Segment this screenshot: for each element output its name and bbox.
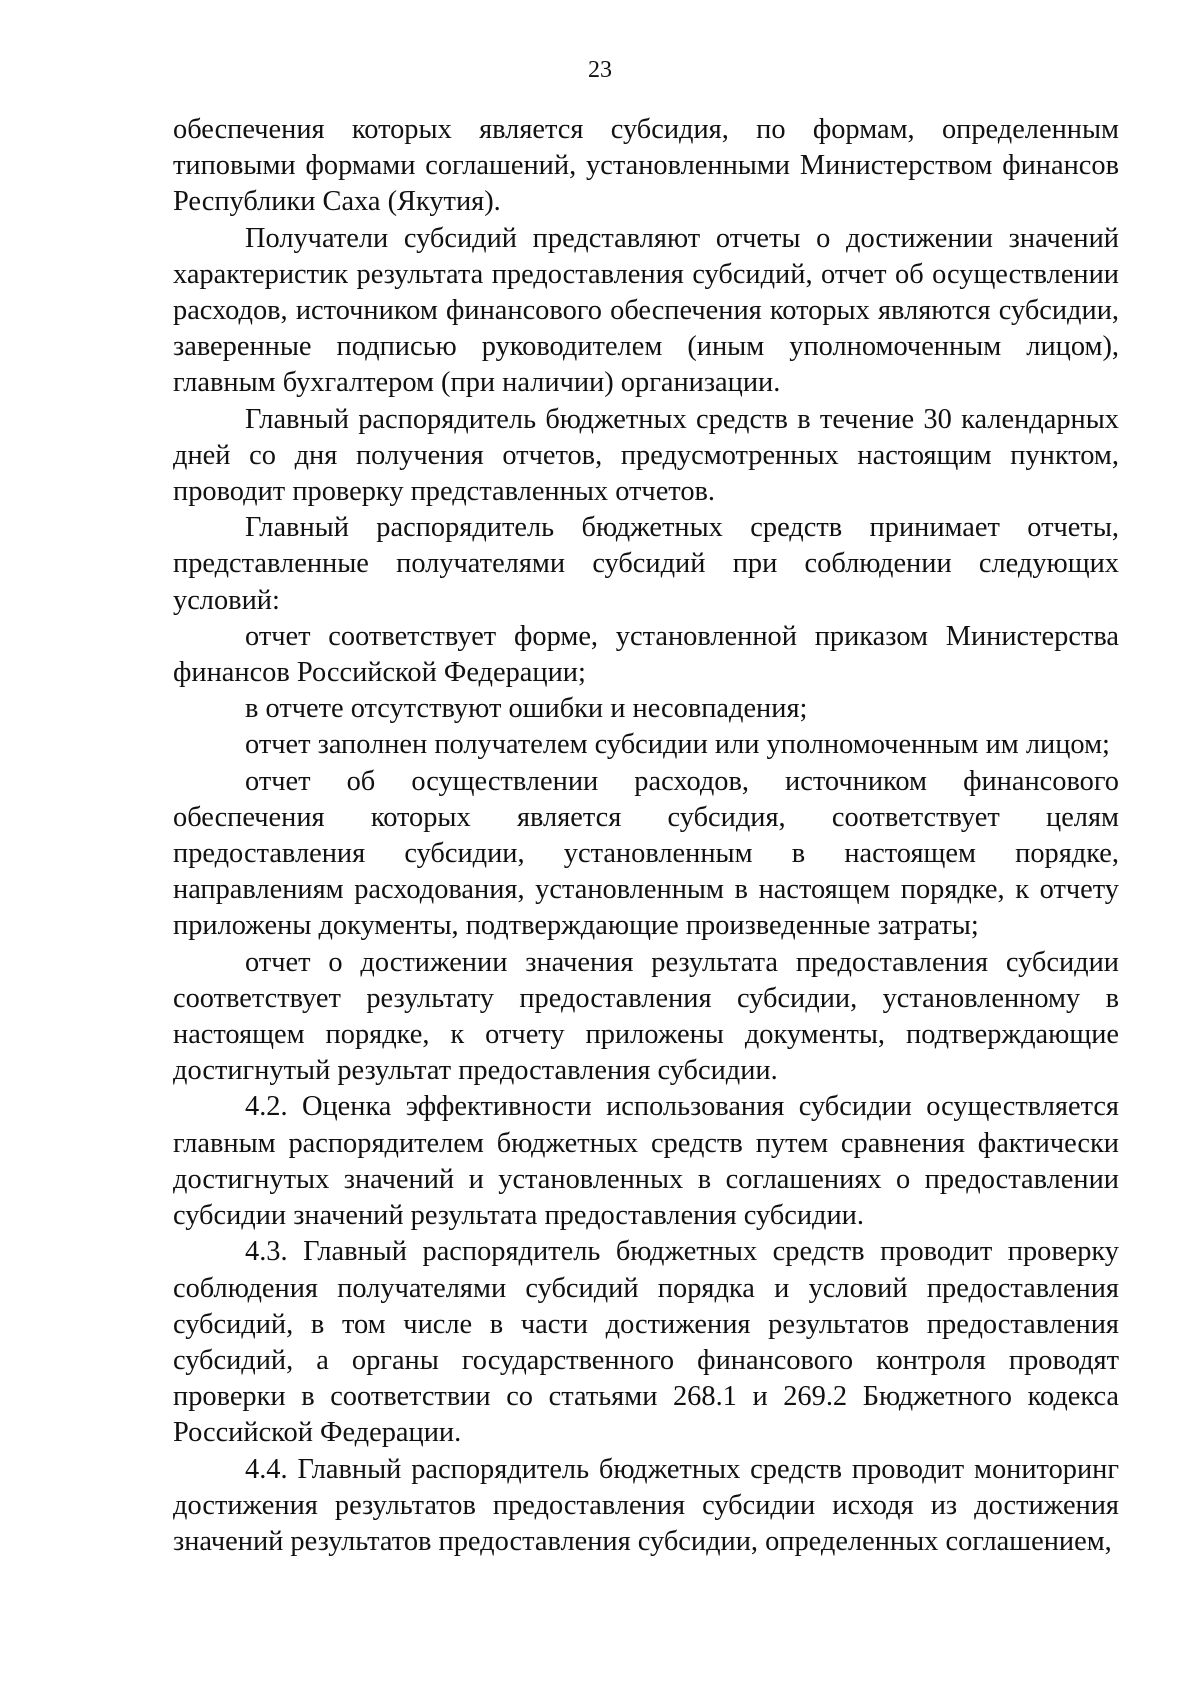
section-4-3: 4.3. Главный распорядитель бюджетных средств проводит проверку соблюдения получателями субсидий порядка и условий предоставления субсидий, в том числе в части достижения результатов предоставления субсидий, а органы государственного финансового контроля проводят проверки в соответствии со статьями 268.1 и 269.2 Бюджетного кодекса Российской Федерации. xyxy=(173,1236,1119,1449)
condition-form: отчет соответствует форме, установленной приказом Министерства финансов Российской Федерации; xyxy=(173,620,1119,689)
document-body xyxy=(173,112,1119,1560)
section-4-4: 4.4. Главный распорядитель бюджетных средств проводит мониторинг достижения результатов предоставления субсидии исходя из достижения значений результатов предоставления субсидии, определенных соглашением, xyxy=(173,1453,1119,1557)
section-4-2: 4.2. Оценка эффективности использования субсидии осуществляется главным распорядителем бюджетных средств путем сравнения фактически достигнутых значений и установленных в соглашениях о предоставлении субсидии значений результата предоставления субсидии. xyxy=(173,1091,1119,1232)
page-number: 23 xyxy=(588,57,612,83)
paragraph-recipients-reports: Получатели субсидий представляют отчеты о достижении значений характеристик результата предоставления субсидий, отчет об осуществлении расходов, источником финансового обеспечения которых являются субсидии, заверенные подписью руководителем (иным уполномоченным лицом), главным бухгалтером (при наличии) организации. xyxy=(173,222,1119,399)
paragraph-acceptance-conditions: Главный распорядитель бюджетных средств принимает отчеты, представленные получателями субсидий при соблюдении следующих условий: xyxy=(173,512,1119,616)
condition-filled-by: отчет заполнен получателем субсидии или уполномоченным им лицом; xyxy=(245,729,1110,761)
condition-result-report: отчет о достижении значения результата предоставления субсидии соответствует результату предоставления субсидии, установленному в настоящем порядке, к отчету приложены документы, подтверждающие достигнутый результат предоставления субсидии. xyxy=(173,946,1119,1087)
condition-expenses-report: отчет об осуществлении расходов, источником финансового обеспечения которых является субсидия, соответствует целям предоставления субсидии, установленным в настоящем порядке, направлениям расходования, установленным в настоящем порядке, к отчету приложены документы, подтверждающие произведенные затраты; xyxy=(173,765,1119,942)
paragraph-review-period: Главный распорядитель бюджетных средств в течение 30 календарных дней со дня получения отчетов, предусмотренных настоящим пунктом, проводит проверку представленных отчетов. xyxy=(173,403,1119,508)
condition-no-errors: в отчете отсутствуют ошибки и несовпадения; xyxy=(245,693,808,725)
paragraph-continuation: обеспечения которых является субсидия, по формам, определенным типовыми формами соглашений, установленными Министерством финансов Республики Саха (Якутия). xyxy=(173,114,1119,218)
